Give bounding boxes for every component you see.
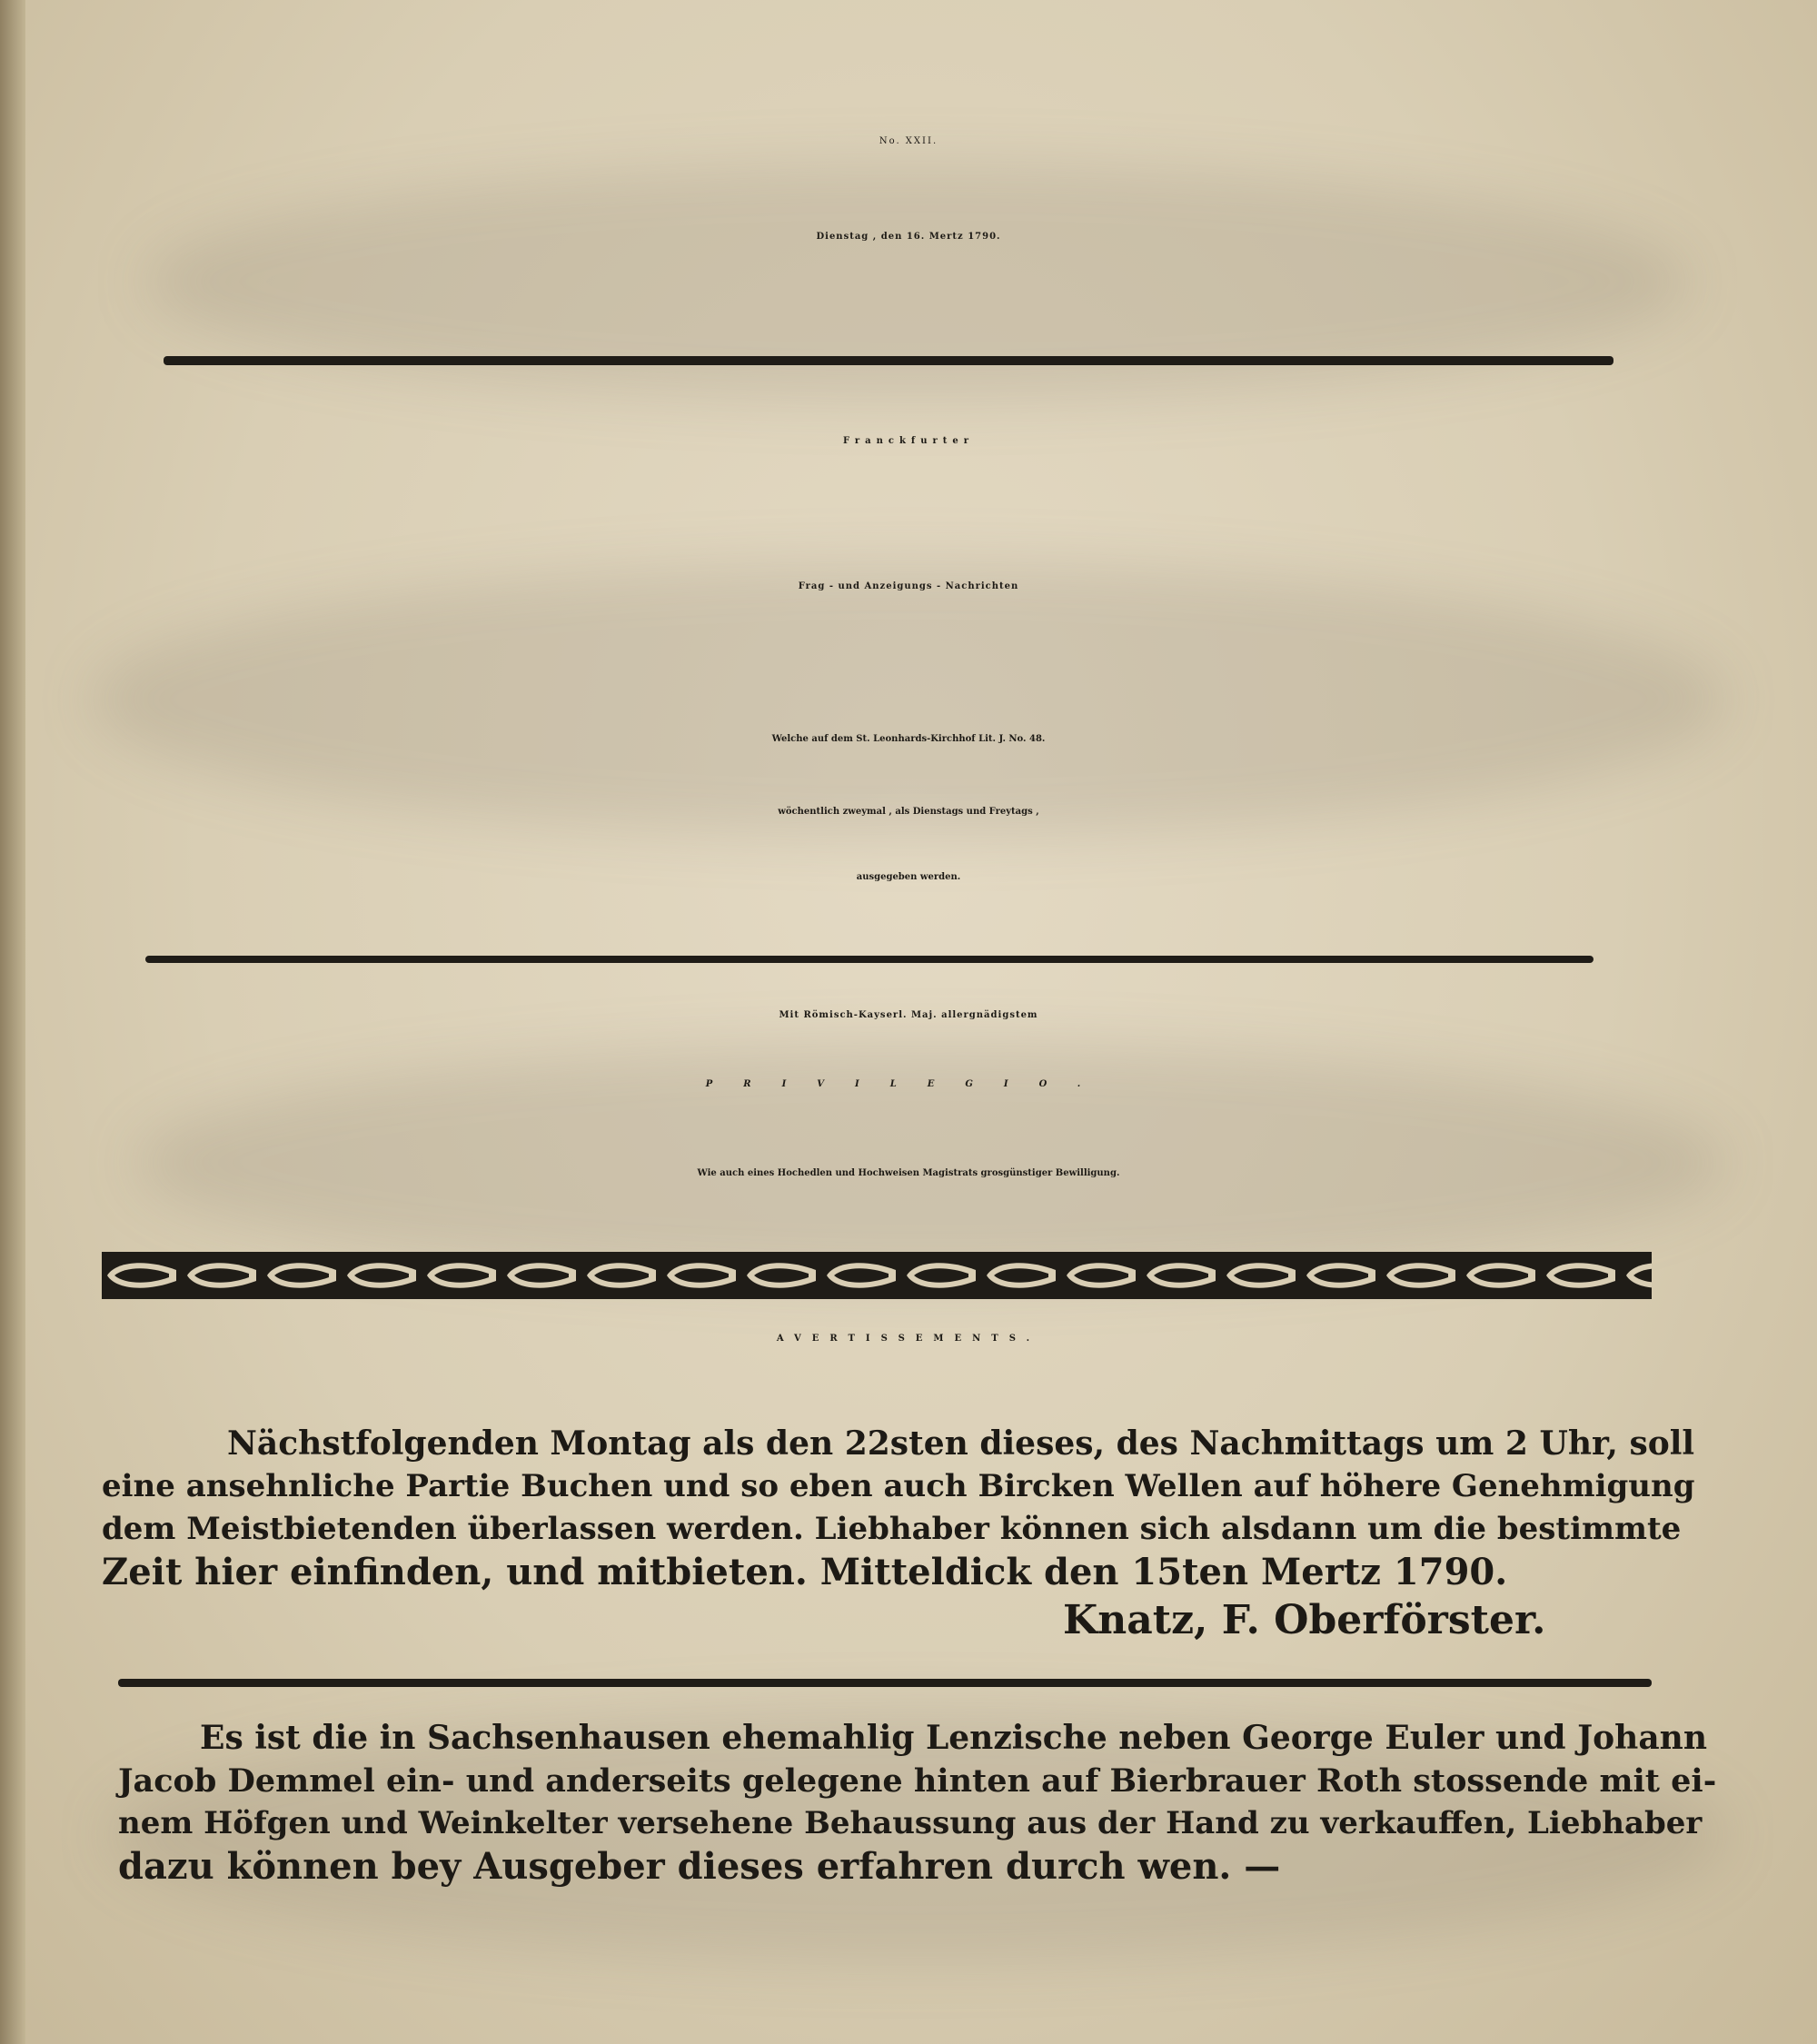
privilege-line: Mit Römisch-Kayserl. Maj. allergnädigstem: [779, 1010, 1038, 1020]
magistrate-approval: Wie auch eines Hochedlen und Hochweisen Magistrats grosgünstiger Bewilligung.: [697, 1168, 1120, 1178]
ornamental-border: [102, 1252, 1652, 1299]
notice2-line: nem Höfgen und Weinkelter versehene Behaussung aus der Hand zu verkauffen, Liebhaber: [118, 1805, 1703, 1841]
notice1-line: Nächstfolgenden Montag als den 22sten dieses, des Nachmittags um 2 Uhr, soll: [227, 1424, 1695, 1463]
notice-divider: [118, 1679, 1652, 1687]
header-rule: [164, 356, 1613, 365]
newspaper-subtitle: Frag - und Anzeigungs - Nachrichten: [798, 581, 1019, 591]
notice1-line: eine ansehnliche Partie Buchen und so eben auch Bircken Wellen auf höhere Genehmigung: [102, 1468, 1695, 1504]
page-spine-edge: [0, 0, 25, 2044]
section-heading: AVERTISSEMENTS.: [776, 1334, 1041, 1344]
notice1-signature: Knatz, F. Oberförster.: [1063, 1597, 1546, 1643]
notice1-line: dem Meistbietenden überlassen werden. Liebhaber können sich alsdann um die bestimmte: [102, 1511, 1682, 1547]
ink-bleed-shadow: [91, 563, 1726, 836]
newspaper-title: Franckfurter: [842, 436, 975, 446]
notice2-line: dazu können bey Ausgeber dieses erfahren durch wen. —: [118, 1845, 1281, 1888]
publication-address: Welche auf dem St. Leonhards-Kirchhof Lit. J. No. 48.: [771, 734, 1046, 744]
issue-date: Dienstag , den 16. Mertz 1790.: [816, 232, 1001, 242]
notice2-line: Es ist die in Sachsenhausen ehemahlig Lenzische neben George Euler und Johann: [200, 1719, 1708, 1757]
publication-schedule: wöchentlich zweymal , als Dienstags und Freytags ,: [778, 807, 1039, 817]
issue-number: No. XXII.: [879, 136, 938, 146]
notice1-line: Zeit hier einfinden, und mitbieten. Mitteldick den 15ten Mertz 1790.: [102, 1551, 1508, 1593]
privilege-heading: PRIVILEGIO.: [705, 1079, 1112, 1089]
notice2-line: Jacob Demmel ein- und anderseits gelegene hinten auf Bierbrauer Roth stossende mit ei-: [118, 1762, 1717, 1800]
publication-note: ausgegeben werden.: [856, 872, 961, 882]
divider-rule: [145, 956, 1594, 963]
